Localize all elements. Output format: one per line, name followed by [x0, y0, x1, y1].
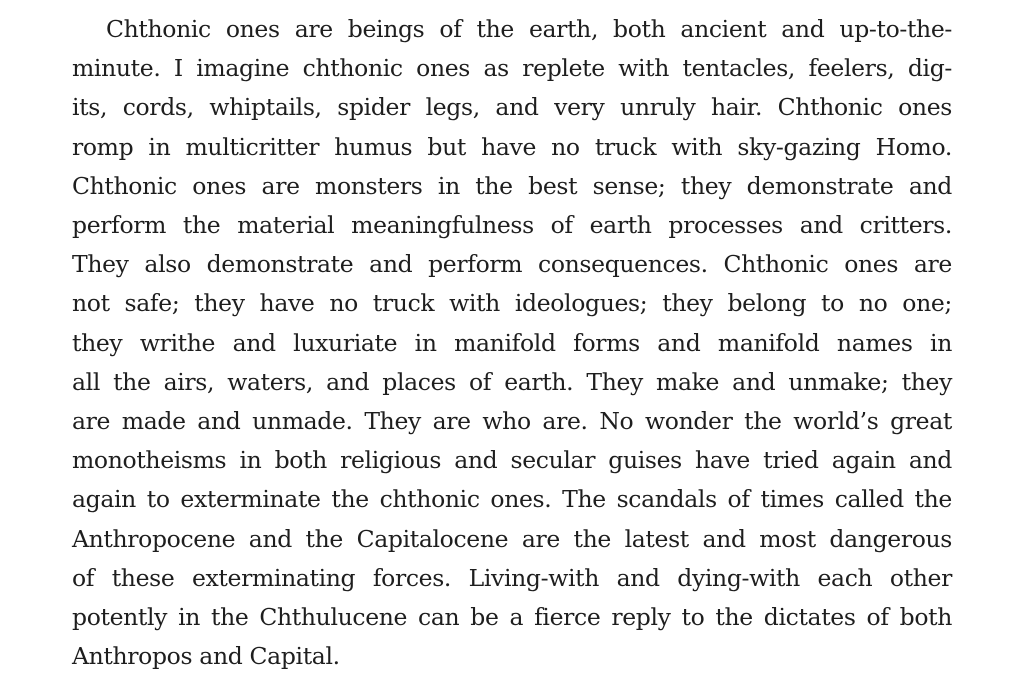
paragraph-line: they writhe and luxuriate in manifold forms and manifold names in	[72, 328, 952, 357]
paragraph-line: minute. I imagine chthonic ones as replete with tentacles, feelers, dig-	[72, 54, 952, 83]
paragraph-line: Anthropocene and the Capitalocene are the latest and most dangerous	[72, 524, 952, 553]
paragraph-line: all the airs, waters, and places of earth. They make and unmake; they	[72, 367, 952, 396]
paragraph-line: are made and unmade. They are who are. No wonder the world’s great	[72, 407, 952, 436]
paragraph-line: potently in the Chthulucene can be a fierce reply to the dictates of both	[72, 603, 952, 632]
body-paragraph	[72, 10, 952, 676]
paragraph-line: monotheisms in both religious and secular guises have tried again and	[72, 446, 952, 475]
paragraph-line: romp in multicritter humus but have no truck with sky-gazing Homo.	[72, 132, 952, 161]
paragraph-line-last: Anthropos and Capital.	[72, 642, 340, 671]
paragraph-line: of these exterminating forces. Living-with and dying-with each other	[72, 563, 952, 592]
paragraph-line: its, cords, whiptails, spider legs, and very unruly hair. Chthonic ones	[72, 93, 952, 122]
paragraph-line: not safe; they have no truck with ideologues; they belong to no one;	[72, 289, 952, 318]
paragraph-line: Chthonic ones are monsters in the best sense; they demonstrate and	[72, 171, 952, 200]
paragraph-line: Chthonic ones are beings of the earth, both ancient and up-to-the-	[106, 15, 952, 43]
paragraph-line: again to exterminate the chthonic ones. The scandals of times called the	[72, 485, 952, 514]
paragraph-line: They also demonstrate and perform consequences. Chthonic ones are	[72, 250, 952, 279]
paragraph-line: perform the material meaningfulness of earth processes and critters.	[72, 211, 952, 240]
